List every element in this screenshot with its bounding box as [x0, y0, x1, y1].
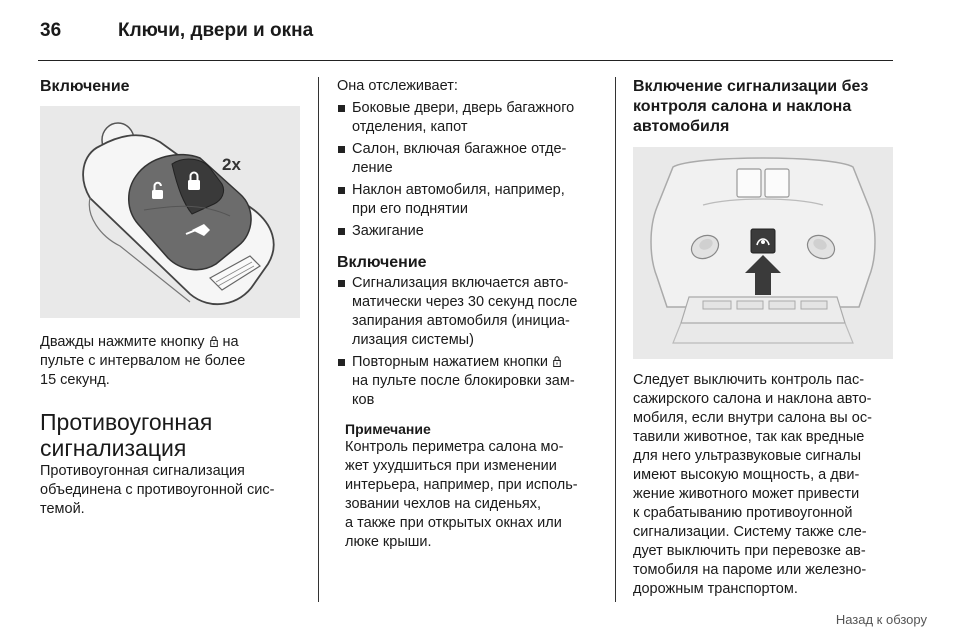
heading-line: автомобиля: [633, 118, 730, 135]
body-line: имеют высокую мощность, а дви-: [633, 467, 860, 483]
padlock-glyph-icon: [210, 336, 218, 347]
body-line: мобиля, если внутри салона вы ос-: [633, 410, 872, 426]
section-title-anti-theft: [40, 409, 212, 461]
monitors-label: Она отслеживает:: [337, 78, 458, 94]
activation-item: Повторным нажатием кнопки на пульте после блокировки зам- ков: [337, 353, 607, 410]
body-line: тавили животное, так как вредные: [633, 429, 865, 445]
section-heading-activation: Включение: [40, 78, 130, 95]
note-line: люке крыши.: [345, 534, 432, 550]
caption-line-3: 15 секунд.: [40, 372, 110, 388]
note-line: интерьера, например, при исполь-: [345, 477, 578, 493]
monitored-item: Наклон автомобиля, например, при его поднятии: [337, 181, 607, 219]
activation-list: [337, 274, 607, 410]
body-line: к срабатыванию противоугонной: [633, 505, 853, 521]
monitored-item: Зажигание: [337, 222, 607, 241]
overhead-console-illustration: [633, 147, 893, 359]
key-fob-illustration: [40, 106, 300, 318]
back-to-overview-link[interactable]: Назад к обзору: [835, 612, 927, 627]
disable-monitoring-text: [633, 371, 895, 599]
page-title: Ключи, двери и окна: [118, 20, 314, 41]
intro-line-1: Противоугонная сигнализация: [40, 463, 245, 479]
body-line: сажирского салона и наклона авто-: [633, 391, 872, 407]
section-heading-activation-2: Включение: [337, 254, 427, 271]
key-fob-figure: [40, 106, 300, 318]
monitored-item: Боковые двери, дверь багажного отделения, капот: [337, 99, 607, 137]
body-line: сигнализации. Систему также сле-: [633, 524, 867, 540]
column-divider-1: [318, 77, 319, 602]
monitored-item: Салон, включая багажное отде- ление: [337, 140, 607, 178]
note-block: [337, 420, 607, 552]
section-title-line-2: сигнализация: [40, 435, 187, 461]
body-line: для него ультразвуковые сигналы: [633, 448, 862, 464]
caption-line-1: Дважды нажмите кнопку на: [40, 334, 239, 350]
column-divider-2: [615, 77, 616, 602]
note-title: Примечание: [345, 421, 431, 437]
overhead-console-figure: [633, 147, 893, 359]
intro-line-2: объединена с противоугонной сис-: [40, 482, 275, 498]
heading-line: контроля салона и наклона: [633, 98, 852, 115]
note-line: а также при открытых окнах или: [345, 515, 562, 531]
body-line: жение животного может привести: [633, 486, 860, 502]
note-line: жет ухудшиться при изменении: [345, 458, 557, 474]
heading-line: Включение сигнализации без: [633, 78, 869, 95]
press-twice-label: 2x: [222, 155, 241, 174]
note-line: Контроль периметра салона мо-: [345, 439, 564, 455]
key-fob-caption: [40, 333, 310, 390]
column-3-heading: [633, 77, 893, 137]
body-line: Следует выключить контроль пас-: [633, 372, 865, 388]
monitored-items-list: [337, 99, 607, 241]
body-line: дорожным транспортом.: [633, 581, 798, 597]
anti-theft-intro: [40, 462, 310, 519]
body-line: дует выключить при перевозке ав-: [633, 543, 866, 559]
padlock-glyph-icon: [553, 356, 561, 367]
section-title-line-1: Противоугонная: [40, 409, 213, 435]
body-line: томобиля на пароме или железно-: [633, 562, 867, 578]
caption-line-2: пульте с интервалом не более: [40, 353, 246, 369]
note-line: зовании чехлов на сиденьях,: [345, 496, 542, 512]
activation-item: Сигнализация включается авто- матически через 30 секунд после запирания автомобиля (инициа- лизация системы): [337, 274, 607, 350]
header-rule: [38, 60, 893, 61]
column-2: [337, 77, 607, 552]
interior-sensor-icon: [751, 229, 775, 253]
intro-line-3: темой.: [40, 501, 85, 517]
page-number: 36: [40, 20, 62, 41]
